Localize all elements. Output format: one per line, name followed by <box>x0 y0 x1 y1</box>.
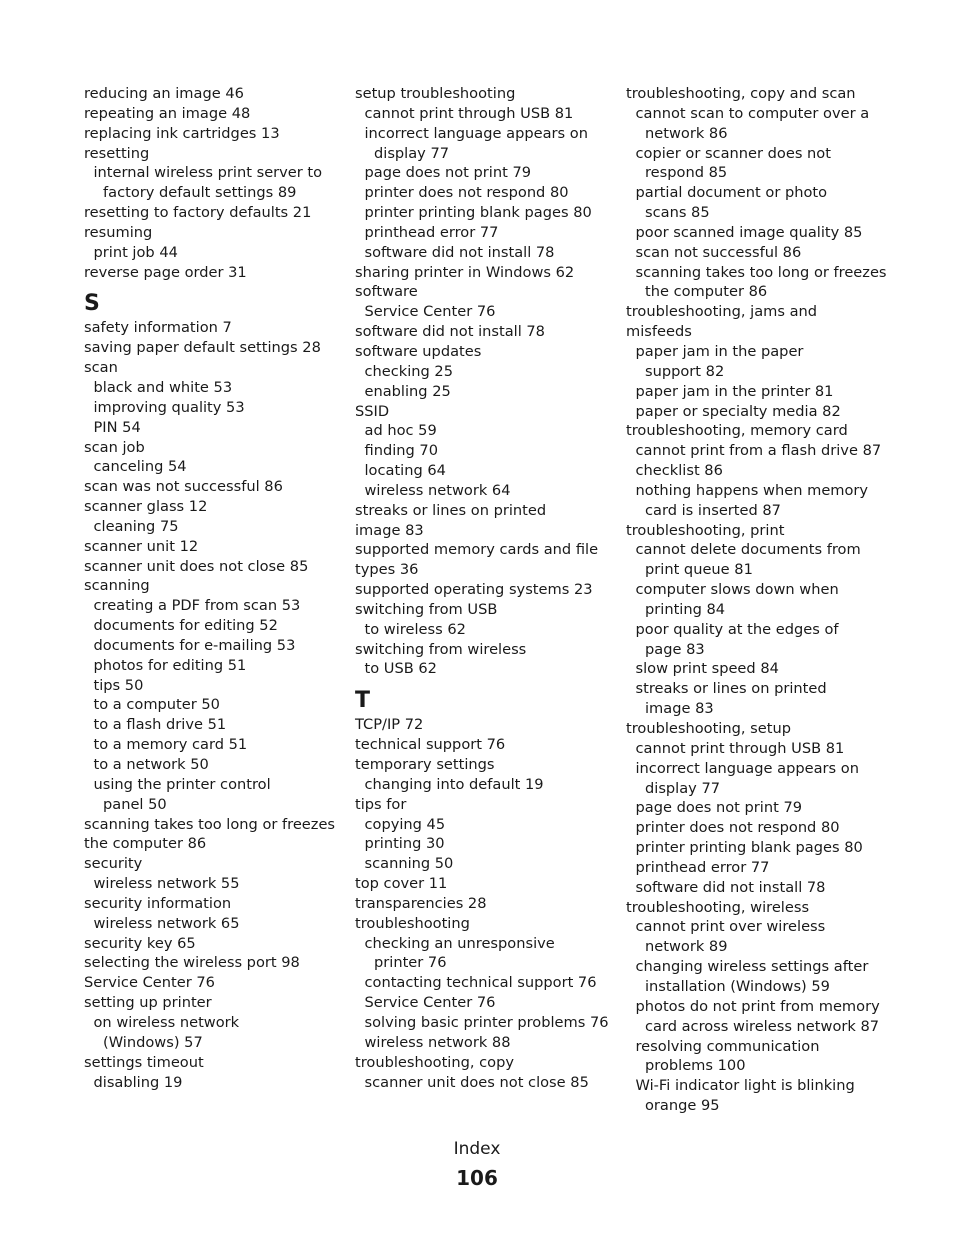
index-entry: troubleshooting <box>355 914 470 932</box>
index-entry-continuation: printing 84 <box>645 600 726 618</box>
index-column-2 <box>355 84 609 1092</box>
index-subentry: scanning takes too long or freezes <box>635 263 887 281</box>
index-entry: supported memory cards and file <box>355 541 599 559</box>
index-entry: supported operating systems 23 <box>355 581 593 599</box>
index-subentry: solving basic printer problems 76 <box>364 1013 609 1031</box>
index-subentry: copying 45 <box>364 815 446 833</box>
index-subentry: improving quality 53 <box>93 398 245 416</box>
index-entry-continuation: scans 85 <box>645 204 710 222</box>
index-subentry: changing wireless settings after <box>635 958 869 976</box>
index-entry-continuation: support 82 <box>645 362 725 380</box>
index-entry: troubleshooting, copy and scan <box>626 85 856 102</box>
index-entry: resuming <box>84 223 153 241</box>
index-subentry: documents for editing 52 <box>93 617 278 635</box>
index-entry: safety information 7 <box>84 319 232 337</box>
index-subentry: wireless network 65 <box>93 914 240 932</box>
section-letter-heading: T <box>355 688 371 714</box>
index-subentry: scan not successful 86 <box>635 243 802 261</box>
index-entry: troubleshooting, jams and <box>626 303 818 321</box>
index-entry: software did not install 78 <box>355 323 545 341</box>
index-entry: transparencies 28 <box>355 894 487 912</box>
index-subentry: wireless network 55 <box>93 875 240 893</box>
index-entry: reverse page order 31 <box>84 263 247 281</box>
index-subentry: paper jam in the paper <box>635 342 804 360</box>
index-subentry: to USB 62 <box>364 660 437 678</box>
index-subentry: scanning 50 <box>364 855 454 873</box>
index-entry: setting up printer <box>84 994 212 1012</box>
index-entry-continuation: the computer 86 <box>645 283 768 301</box>
index-entry: SSID <box>355 402 390 420</box>
index-subentry: black and white 53 <box>93 378 233 396</box>
index-entry-continuation: print queue 81 <box>645 561 753 579</box>
index-subentry: software did not install 78 <box>364 243 555 261</box>
index-entry: security <box>84 855 143 873</box>
index-column-1 <box>84 84 334 1092</box>
index-subentry: Wi-Fi indicator light is blinking <box>635 1077 855 1095</box>
index-subentry: to a memory card 51 <box>93 736 248 754</box>
index-entry-continuation: page 83 <box>645 640 705 658</box>
index-subentry: enabling 25 <box>364 382 451 400</box>
index-entry: repeating an image 48 <box>84 104 251 122</box>
index-entry-continuation: card is inserted 87 <box>645 501 781 519</box>
index-entry: scanning <box>84 577 150 595</box>
index-entry: scanner unit 12 <box>84 537 199 555</box>
index-subentry: tips 50 <box>93 676 144 694</box>
index-entry: streaks or lines on printed <box>355 501 547 519</box>
index-subentry: using the printer control <box>93 775 271 793</box>
index-entry-continuation: network 86 <box>645 124 728 142</box>
index-entry: saving paper default settings 28 <box>84 339 321 357</box>
section-letter-heading: S <box>84 291 100 317</box>
index-entry: the computer 86 <box>84 835 207 853</box>
page-number: 106 <box>456 1166 498 1190</box>
index-subentry: cannot delete documents from <box>635 541 861 559</box>
index-entry: troubleshooting, wireless <box>626 898 810 916</box>
index-entry-continuation: problems 100 <box>645 1057 746 1075</box>
footer-section-label: Index <box>453 1139 501 1159</box>
index-subentry: poor quality at the edges of <box>635 620 839 638</box>
index-subentry: nothing happens when memory <box>635 481 869 499</box>
index-entry: settings timeout <box>84 1053 204 1071</box>
index-subentry: ad hoc 59 <box>364 422 437 440</box>
index-entry: scanning takes too long or freezes <box>84 815 336 833</box>
index-entry: scan was not successful 86 <box>84 478 283 496</box>
index-entry-continuation: (Windows) 57 <box>103 1033 203 1051</box>
index-subentry: to wireless 62 <box>364 620 466 638</box>
index-subentry: paper jam in the printer 81 <box>635 382 834 400</box>
index-subentry: page does not print 79 <box>635 799 803 817</box>
index-entry: switching from wireless <box>355 640 527 658</box>
index-subentry: cannot print through USB 81 <box>635 739 845 757</box>
index-subentry: streaks or lines on printed <box>635 680 827 698</box>
index-entry: top cover 11 <box>355 875 448 893</box>
index-subentry: resolving communication <box>635 1037 820 1055</box>
index-entry-continuation: panel 50 <box>103 795 167 813</box>
index-entry-continuation: network 89 <box>645 938 728 956</box>
index-subentry: disabling 19 <box>93 1073 183 1091</box>
index-subentry: cannot scan to computer over a <box>635 104 870 122</box>
index-subentry: print job 44 <box>93 243 178 261</box>
index-subentry: PIN 54 <box>93 418 141 436</box>
index-subentry: paper or specialty media 82 <box>635 402 841 420</box>
index-subentry: printing 30 <box>364 835 445 853</box>
index-entry: troubleshooting, setup <box>626 720 791 737</box>
index-entry: troubleshooting, memory card <box>626 422 848 440</box>
index-subentry: computer slows down when <box>635 581 839 599</box>
index-subentry: incorrect language appears on <box>364 124 588 142</box>
index-subentry: cannot print from a flash drive 87 <box>635 442 882 460</box>
index-subentry: cannot print through USB 81 <box>364 104 574 122</box>
index-subentry: scanner unit does not close 85 <box>364 1073 589 1091</box>
index-entry-continuation: installation (Windows) 59 <box>645 977 830 995</box>
index-entry: resetting to factory defaults 21 <box>84 204 312 222</box>
index-entry: tips for <box>355 795 407 813</box>
index-entry: image 83 <box>355 521 424 539</box>
index-subentry: printer printing blank pages 80 <box>364 204 592 222</box>
index-entry: scanner unit does not close 85 <box>84 557 309 575</box>
index-entry-continuation: card across wireless network 87 <box>645 1017 880 1035</box>
index-subentry: incorrect language appears on <box>635 759 859 777</box>
index-subentry: cleaning 75 <box>93 517 179 535</box>
index-subentry: copier or scanner does not <box>635 144 831 162</box>
index-subentry: cannot print over wireless <box>635 918 826 936</box>
index-entry-continuation: display 77 <box>645 779 721 797</box>
index-entry: scan job <box>84 438 145 456</box>
index-subentry: checking 25 <box>364 362 454 380</box>
index-subentry: canceling 54 <box>93 458 187 476</box>
index-entry: troubleshooting, copy <box>355 1053 515 1071</box>
index-entry: security key 65 <box>84 934 196 952</box>
index-entry-continuation: factory default settings 89 <box>103 184 297 202</box>
index-entry: technical support 76 <box>355 736 506 754</box>
index-entry-continuation: orange 95 <box>645 1097 720 1115</box>
index-subentry: creating a PDF from scan 53 <box>93 597 301 615</box>
index-column-3 <box>626 84 887 1116</box>
index-subentry: printer does not respond 80 <box>364 184 569 202</box>
index-subentry: checking an unresponsive <box>364 934 555 952</box>
index-subentry: software did not install 78 <box>635 878 826 896</box>
index-entry: reducing an image 46 <box>84 85 244 102</box>
index-subentry: to a flash drive 51 <box>93 716 227 734</box>
index-entry: Service Center 76 <box>84 974 215 992</box>
index-entry-continuation: image 83 <box>645 700 714 718</box>
index-subentry: partial document or photo <box>635 184 828 202</box>
index-entry: software updates <box>355 342 482 360</box>
index-subentry: printer printing blank pages 80 <box>635 839 863 857</box>
index-entry: sharing printer in Windows 62 <box>355 263 575 281</box>
index-subentry: locating 64 <box>364 462 446 480</box>
index-subentry: contacting technical support 76 <box>364 974 597 992</box>
index-subentry: printhead error 77 <box>635 858 770 876</box>
index-subentry: photos do not print from memory <box>635 997 880 1015</box>
index-subentry: wireless network 88 <box>364 1033 511 1051</box>
index-entry: types 36 <box>355 561 419 579</box>
index-subentry: Service Center 76 <box>364 994 496 1012</box>
index-entry: temporary settings <box>355 756 495 773</box>
index-subentry: internal wireless print server to <box>93 164 323 182</box>
index-entry: resetting <box>84 144 150 162</box>
index-subentry: documents for e-mailing 53 <box>93 636 296 654</box>
index-subentry: photos for editing 51 <box>93 656 247 674</box>
index-subentry: on wireless network <box>93 1013 240 1031</box>
index-entry: scan <box>84 359 118 377</box>
index-subentry: page does not print 79 <box>364 164 532 182</box>
index-subentry: slow print speed 84 <box>635 660 779 678</box>
index-entry: troubleshooting, print <box>626 521 785 539</box>
index-entry: misfeeds <box>626 323 692 341</box>
index-entry: selecting the wireless port 98 <box>84 954 300 972</box>
index-entry: replacing ink cartridges 13 <box>84 124 280 142</box>
index-entry: scanner glass 12 <box>84 498 208 516</box>
index-entry-continuation: display 77 <box>374 144 450 162</box>
index-subentry: Service Center 76 <box>364 303 496 321</box>
index-entry-continuation: respond 85 <box>645 164 728 182</box>
index-subentry: changing into default 19 <box>364 775 544 793</box>
index-subentry: printhead error 77 <box>364 223 499 241</box>
index-subentry: to a computer 50 <box>93 696 220 714</box>
index-subentry: checklist 86 <box>635 462 723 480</box>
index-subentry: finding 70 <box>364 442 438 460</box>
index-entry: software <box>355 283 418 301</box>
index-subentry: poor scanned image quality 85 <box>635 223 863 241</box>
index-entry: TCP/IP 72 <box>355 716 424 734</box>
index-entry: security information <box>84 894 232 912</box>
index-subentry: to a network 50 <box>93 756 209 773</box>
index-entry: setup troubleshooting <box>355 85 516 102</box>
index-subentry: printer does not respond 80 <box>635 819 840 837</box>
index-entry: switching from USB <box>355 600 498 618</box>
index-subentry: wireless network 64 <box>364 481 511 499</box>
index-entry-continuation: printer 76 <box>374 954 447 972</box>
